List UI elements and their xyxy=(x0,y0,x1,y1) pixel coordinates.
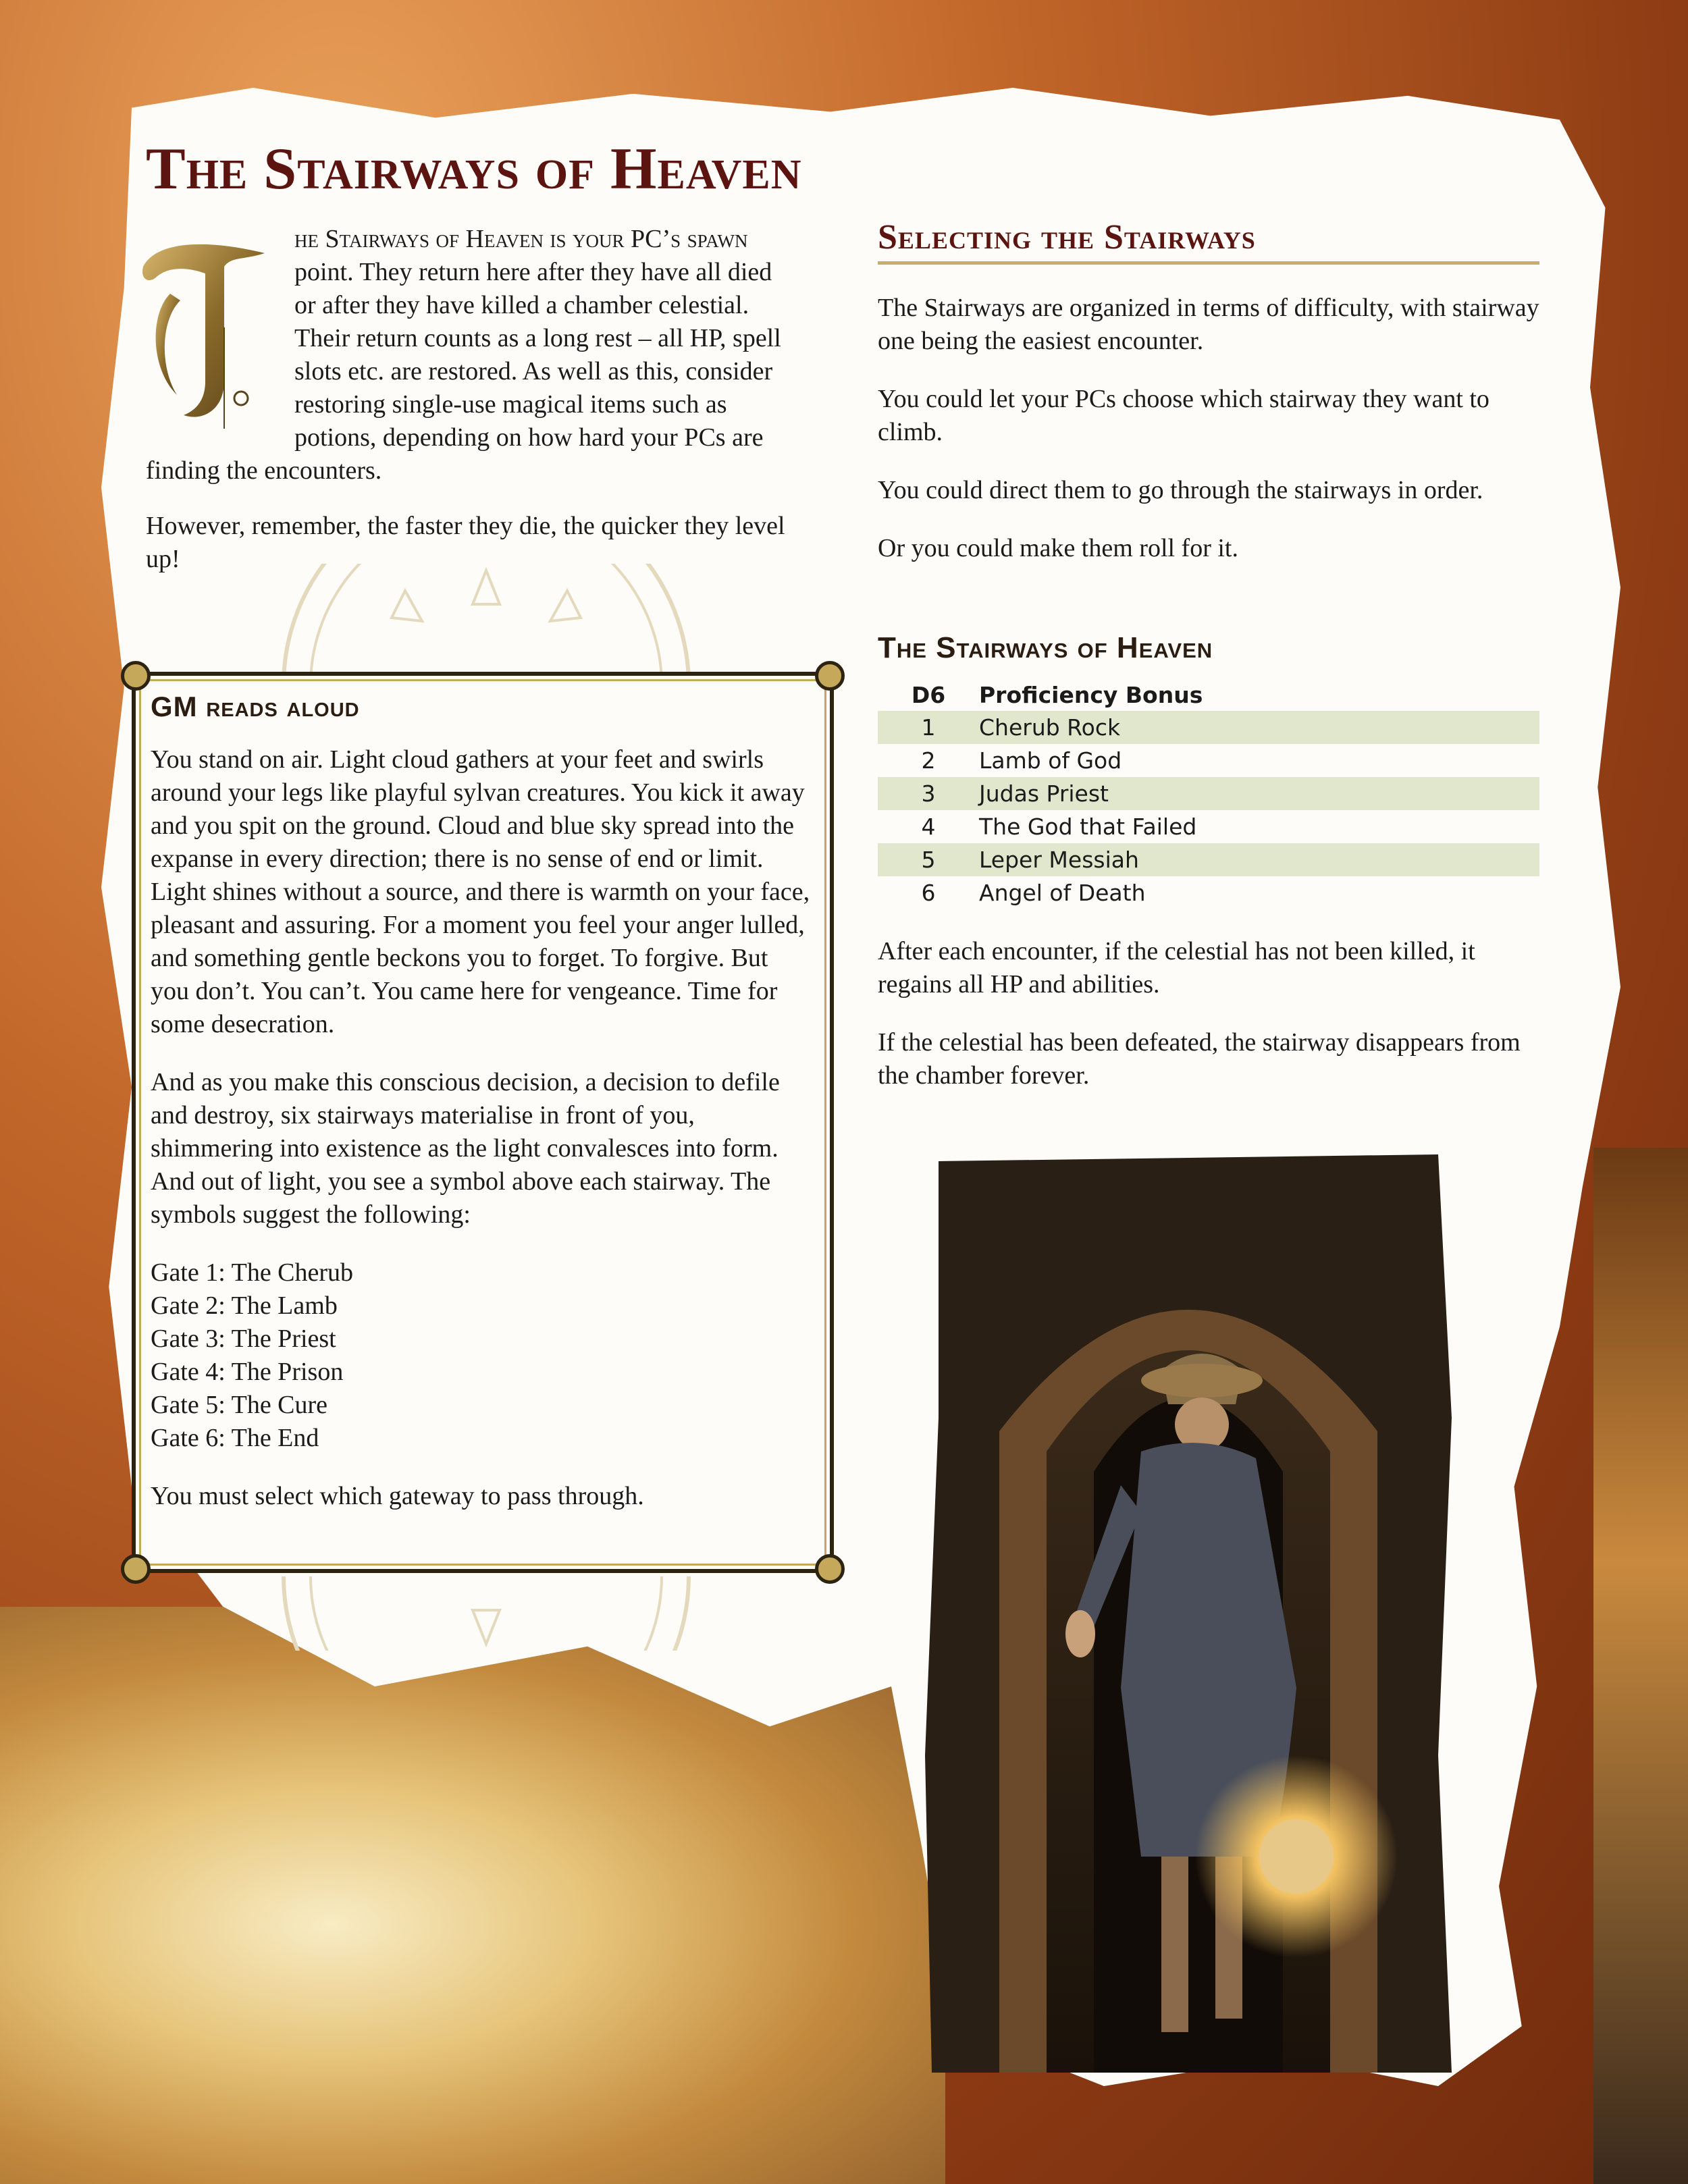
intro-paragraph xyxy=(146,223,794,487)
gate-item: Gate 5: The Cure xyxy=(151,1391,328,1419)
table-row xyxy=(878,843,1539,876)
table-cell-roll: 2 xyxy=(921,747,936,774)
table-header-d6: D6 xyxy=(911,681,946,708)
table-cell-roll: 4 xyxy=(921,814,936,840)
right-paragraph: After each encounter, if the celestial has not been killed, it regains all HP and abilities. xyxy=(878,937,1475,998)
box-corner-icon xyxy=(815,661,845,691)
box-corner-icon xyxy=(121,661,151,691)
table-header-bonus: Proficiency Bonus xyxy=(979,681,1203,708)
table-cell-roll: 3 xyxy=(921,780,936,807)
section-heading: Selecting the Stairways xyxy=(878,218,1256,257)
intro-lead-smallcaps: he Stairways of Heaven is your PC’s spawn xyxy=(294,225,748,253)
gm-box-text xyxy=(151,743,812,1538)
gate-item: Gate 6: The End xyxy=(151,1424,319,1452)
right-paragraph: You could direct them to go through the stairways in order. xyxy=(878,476,1483,504)
after-table-text xyxy=(878,935,1539,1117)
table-title: The Stairways of Heaven xyxy=(878,631,1213,664)
table-cell-name: Lamb of God xyxy=(979,747,1122,774)
section-divider xyxy=(878,261,1539,265)
table-row xyxy=(878,876,1539,909)
gate-item: Gate 3: The Priest xyxy=(151,1325,336,1353)
table-cell-name: The God that Failed xyxy=(979,814,1197,840)
table-cell-name: Judas Priest xyxy=(979,780,1109,807)
stairway-roll-table xyxy=(878,678,1539,909)
gm-closing: You must select which gateway to pass through. xyxy=(151,1482,644,1510)
page-title: The Stairways of Heaven xyxy=(146,136,802,202)
right-paragraph: Or you could make them roll for it. xyxy=(878,534,1238,562)
right-paragraph: You could let your PCs choose which stairway they want to climb. xyxy=(878,385,1489,446)
table-cell-name: Leper Messiah xyxy=(979,847,1139,873)
dropcap-space xyxy=(146,223,294,449)
table-cell-name: Angel of Death xyxy=(979,880,1146,906)
ornament-ring-bottom-icon xyxy=(270,1576,702,1651)
right-paragraph: If the celestial has been defeated, the stairway disappears from the chamber forever. xyxy=(878,1028,1521,1090)
gm-para-1: You stand on air. Light cloud gathers at your feet and swirls around your legs like playful sylvan creatures. You kick it away and you spit on the ground. Cloud and blue sky spread into the expanse in every direction; there is no sense of end or limit. Light shines without a source, and there is warmth on your face, pleasant and assuring. For a moment you feel your anger lulled, and something gentle beckons you to forget. To forgive. But you don’t. You can’t. You came here for vengeance. Time for some desecration. xyxy=(151,745,810,1038)
table-cell-name: Cherub Rock xyxy=(979,714,1121,741)
box-corner-icon xyxy=(121,1554,151,1584)
table-row xyxy=(878,711,1539,744)
gm-box-title: GM reads aloud xyxy=(151,691,360,722)
table-cell-roll: 5 xyxy=(921,847,936,873)
intro-body: point. They return here after they have all died or after they have killed a chamber celestial. Their return counts as a long rest – all HP, spell slots etc. are restored. As well as this, consider restoring single-use magical items such as potions, depending on how hard your PCs are finding the encounters. xyxy=(146,258,781,485)
table-cell-roll: 1 xyxy=(921,714,936,741)
gate-item: Gate 4: The Prison xyxy=(151,1358,344,1386)
gm-para-2: And as you make this conscious decision, a decision to defile and destroy, six stairways materialise in front of you, shimmering into existence as the light convalesces into form. And out of light, you see a symbol above each stairway. The symbols suggest the following: xyxy=(151,1068,780,1229)
ornament-ring-top-icon xyxy=(270,564,702,685)
right-paragraph: The Stairways are organized in terms of difficulty, with stairway one being the easiest encounter. xyxy=(878,294,1539,355)
table-cell-roll: 6 xyxy=(921,880,936,906)
intro-paragraph-2: However, remember, the faster they die, the quicker they level up! xyxy=(146,512,785,573)
box-corner-icon xyxy=(815,1554,845,1584)
table-row xyxy=(878,744,1539,777)
painting-figure-at-door xyxy=(918,1148,1458,2079)
table-row xyxy=(878,777,1539,810)
gm-read-aloud-box xyxy=(132,672,834,1573)
table-row xyxy=(878,810,1539,843)
gate-item: Gate 1: The Cherub xyxy=(151,1258,354,1287)
gate-item: Gate 2: The Lamb xyxy=(151,1291,338,1320)
table-header-row xyxy=(878,678,1539,711)
gate-list xyxy=(151,1256,812,1455)
right-column-text xyxy=(878,292,1539,590)
